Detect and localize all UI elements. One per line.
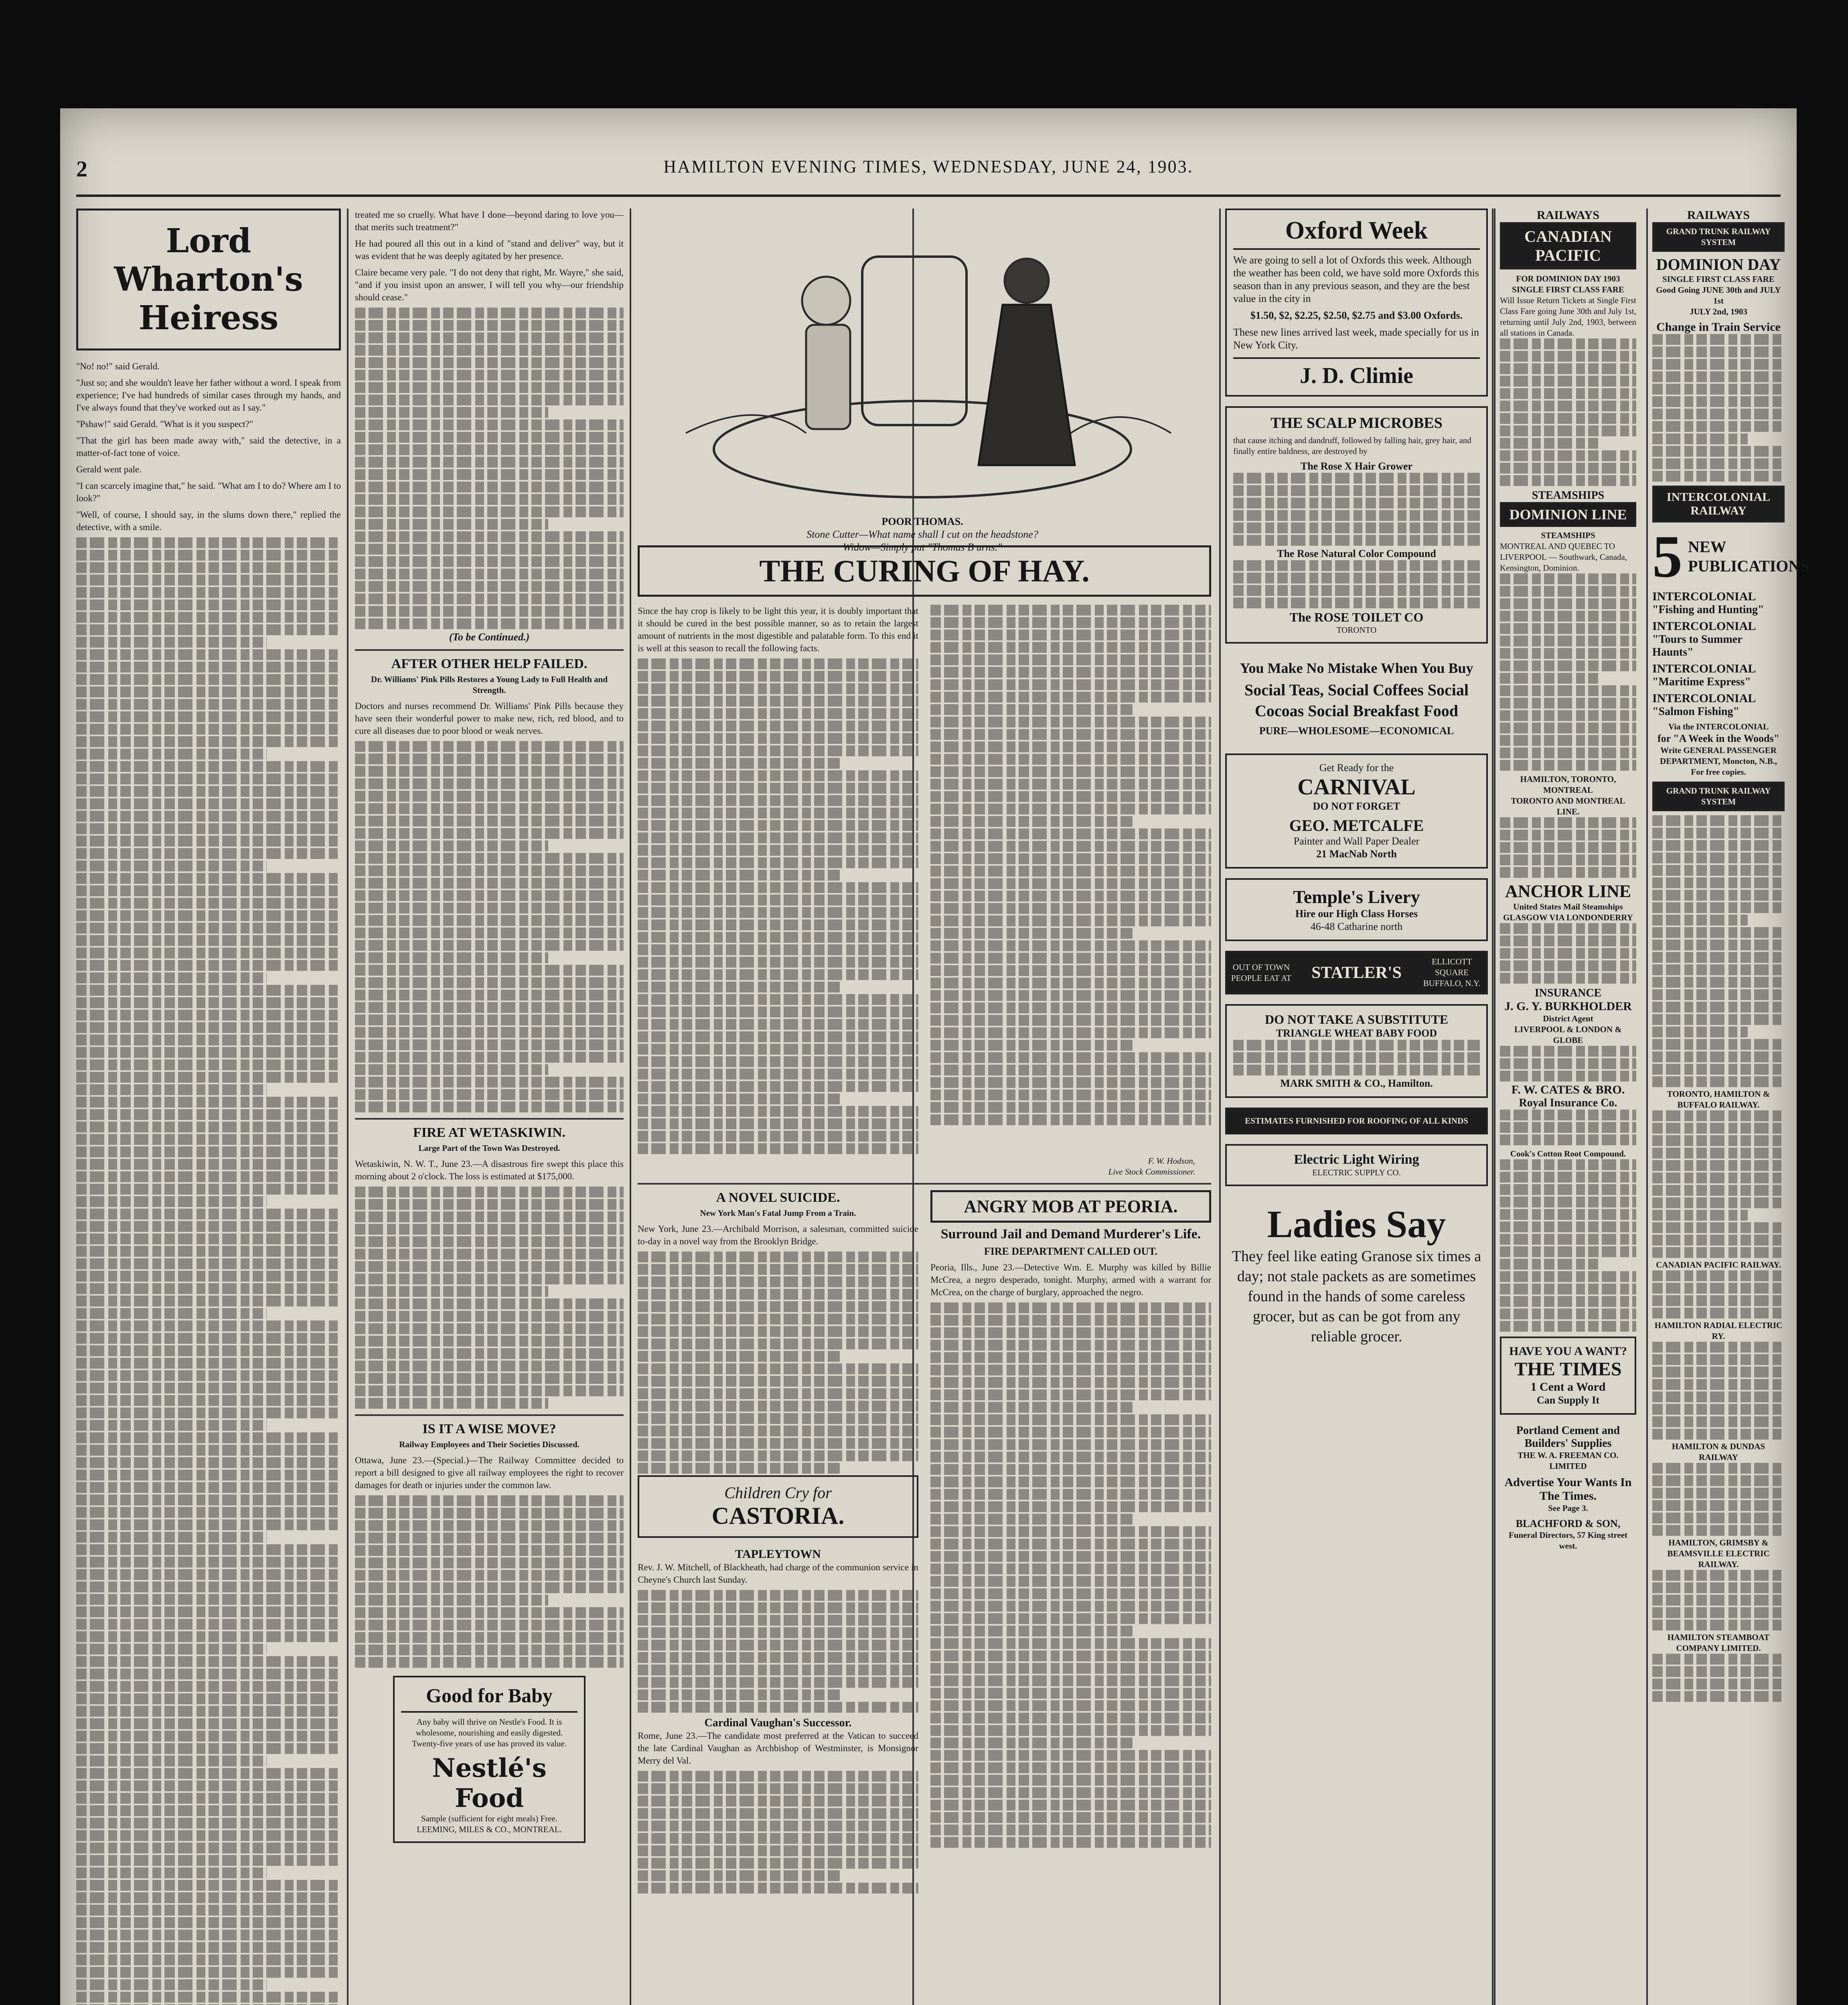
grand-trunk-name-2: GRAND TRUNK RAILWAY SYSTEM bbox=[1666, 786, 1771, 806]
text-line bbox=[1500, 1284, 1636, 1294]
cement-ad: Portland Cement and Builders' Supplies bbox=[1516, 1424, 1620, 1450]
text-line bbox=[1500, 623, 1636, 634]
triangle-company: MARK SMITH & CO., Hamilton. bbox=[1280, 1077, 1433, 1089]
thb-railway: TORONTO, HAMILTON & BUFFALO RAILWAY. bbox=[1667, 1089, 1770, 1110]
ic-item-title: "Maritime Express" bbox=[1652, 676, 1751, 688]
text-line bbox=[1652, 1173, 1785, 1183]
grand-trunk-logo bbox=[1652, 222, 1785, 252]
text-line bbox=[1652, 1416, 1785, 1427]
text-line bbox=[1500, 1234, 1636, 1245]
ic-item-head: INTERCOLONIAL bbox=[1652, 662, 1756, 675]
text-line bbox=[1652, 1463, 1785, 1474]
livery-title: Temple's Livery bbox=[1293, 887, 1420, 907]
text-line bbox=[1500, 1209, 1636, 1220]
text-line bbox=[1652, 1691, 1785, 1702]
tapleytown-text: Rev. J. W. Mitchell, of Blackheath, had charge of the communion service in Cheyne's Church last Sunday. bbox=[638, 1562, 918, 1585]
text-line bbox=[1652, 1654, 1785, 1665]
publications-heading bbox=[1652, 523, 1809, 590]
text-line bbox=[1652, 1513, 1785, 1523]
gt-fare: SINGLE FIRST CLASS FARE bbox=[1662, 274, 1775, 284]
text-line bbox=[1500, 1259, 1598, 1270]
scalp-company: The ROSE TOILET CO bbox=[1289, 610, 1424, 624]
text-filler bbox=[1652, 334, 1785, 482]
steamships-header: STEAMSHIPS bbox=[1532, 489, 1605, 502]
vaughan-head: Cardinal Vaughan's Successor. bbox=[704, 1717, 852, 1729]
column-6 bbox=[1652, 209, 1809, 2005]
text-line bbox=[1500, 1221, 1636, 1232]
oxford-text: We are going to sell a lot of Oxfords this week. Although the weather has been cold, we have sold more Oxfords this season than in any previous season, and they are the best value in the city in bbox=[1233, 254, 1479, 304]
fire-subhead: Large Part of the Town Was Destroyed. bbox=[418, 1143, 560, 1153]
cartoon-caption-line2: Widow—Simply put "Thomas B urns." bbox=[843, 541, 1002, 553]
text-line bbox=[1652, 890, 1785, 901]
text-line bbox=[1652, 1039, 1785, 1050]
ic-item-title: "Salmon Fishing" bbox=[1652, 705, 1740, 718]
text-line bbox=[1652, 1391, 1785, 1402]
wise-subhead: Railway Employees and Their Societies Discussed. bbox=[399, 1440, 580, 1449]
text-line bbox=[1652, 1283, 1785, 1294]
ic-item-title: "Fishing and Hunting" bbox=[1652, 604, 1764, 616]
text-line bbox=[1652, 840, 1785, 851]
text-line bbox=[1500, 351, 1636, 362]
ic-woods: for "A Week in the Woods" bbox=[1657, 733, 1780, 744]
metcalfe-address: 21 MacNab North bbox=[1316, 848, 1397, 860]
publications-label: NEW PUBLICATIONS bbox=[1688, 538, 1809, 575]
insurance-header: INSURANCE bbox=[1534, 987, 1602, 999]
text-line bbox=[1500, 936, 1636, 946]
text-line bbox=[1500, 855, 1636, 865]
text-filler bbox=[1652, 1463, 1785, 1536]
text-line bbox=[1652, 458, 1785, 469]
burkholder-sub: District Agent bbox=[1543, 1014, 1593, 1023]
cpr-text: Will Issue Return Tickets at Single First Class Fare going June 30th and July 1st, returning until July 2nd, 1903, between all stations in Canada. bbox=[1500, 296, 1636, 338]
nestle-company: LEEMING, MILES & CO., MONTREAL. bbox=[417, 1825, 562, 1834]
wise-text: Ottawa, June 23.—(Special.)—The Railway Committee decided to report a bill designed to give all railway employees the right to recover damages for death or injuries under the common law. bbox=[355, 1455, 624, 1490]
text-line bbox=[1500, 1184, 1636, 1195]
statler-title: STATLER'S bbox=[1311, 963, 1402, 982]
suicide-text: New York, June 23.—Archibald Morrison, a salesman, committed suicide to-day in a novel way from the Brooklyn Bridge. bbox=[638, 1224, 918, 1246]
text-line bbox=[1652, 815, 1785, 826]
grand-trunk-name: GRAND TRUNK RAILWAY SYSTEM bbox=[1666, 227, 1771, 247]
text-line bbox=[1652, 1342, 1785, 1353]
text-line bbox=[1500, 867, 1636, 878]
publications-count: 5 bbox=[1652, 523, 1682, 590]
dominion-sub: STEAMSHIPS bbox=[1541, 531, 1595, 540]
text-line bbox=[1652, 1666, 1785, 1677]
text-line bbox=[1652, 471, 1785, 482]
text-line bbox=[1652, 1014, 1785, 1025]
text-filler bbox=[1652, 1570, 1785, 1630]
story-paragraph: "Well, of course, I should say, in the slums down there," replied the detective, with a smile. bbox=[76, 510, 341, 532]
story-paragraph: Gerald went pale. bbox=[76, 464, 142, 474]
text-line bbox=[1500, 338, 1636, 349]
text-line bbox=[1500, 376, 1636, 387]
ro-line: TORONTO AND MONTREAL LINE. bbox=[1511, 796, 1625, 816]
text-line bbox=[1500, 817, 1636, 828]
text-line bbox=[1652, 989, 1785, 1000]
text-line bbox=[1500, 450, 1636, 461]
text-line bbox=[1500, 363, 1636, 374]
angry-subhead: Surround Jail and Demand Murderer's Life. bbox=[940, 1227, 1201, 1241]
pills-headline: AFTER OTHER HELP FAILED. bbox=[391, 656, 588, 671]
metcalfe-name: GEO. METCALFE bbox=[1289, 816, 1424, 834]
ladies-title: Ladies Say bbox=[1267, 1203, 1446, 1246]
text-line bbox=[1652, 396, 1785, 407]
cartoon-caption-name: POOR THOMAS. bbox=[881, 516, 963, 527]
statler-left: OUT OF TOWN PEOPLE EAT AT bbox=[1231, 962, 1291, 983]
text-line bbox=[1652, 952, 1785, 963]
text-line bbox=[1500, 660, 1636, 671]
dundas-railway: HAMILTON & DUNDAS RAILWAY bbox=[1672, 1442, 1765, 1462]
text-line bbox=[1500, 413, 1636, 424]
text-line bbox=[1500, 923, 1636, 934]
suicide-headline: A NOVEL SUICIDE. bbox=[716, 1190, 840, 1205]
text-line bbox=[1652, 1123, 1785, 1134]
text-line bbox=[1500, 586, 1636, 597]
oxford-prices: $1.50, $2, $2.25, $2.50, $2.75 and $3.00 Oxfords. bbox=[1250, 310, 1463, 321]
text-line bbox=[1652, 853, 1785, 863]
ic-write: Write GENERAL PASSENGER DEPARTMENT, Moncton, N.B., bbox=[1660, 745, 1777, 766]
times-title: THE TIMES bbox=[1514, 1359, 1622, 1380]
angry-subhead-2: FIRE DEPARTMENT CALLED OUT. bbox=[984, 1246, 1158, 1257]
text-line bbox=[1652, 409, 1785, 419]
text-line bbox=[1500, 710, 1636, 721]
text-line bbox=[1652, 1160, 1785, 1171]
fire-headline: FIRE AT WETASKIWIN. bbox=[413, 1125, 566, 1140]
text-filler bbox=[1652, 1270, 1785, 1318]
text-line bbox=[1652, 1295, 1785, 1306]
statler-right: ELLICOTT SQUARE BUFFALO, N.Y. bbox=[1423, 957, 1481, 988]
times-question: HAVE YOU A WANT? bbox=[1509, 1345, 1627, 1358]
text-line bbox=[1652, 1595, 1785, 1606]
carnival-pre: Get Ready for the bbox=[1319, 762, 1394, 774]
text-line bbox=[1500, 1110, 1636, 1120]
tapleytown-head: TAPLEYTOWN bbox=[735, 1547, 821, 1561]
anchor-line: ANCHOR LINE bbox=[1505, 881, 1631, 901]
text-line bbox=[1500, 598, 1636, 609]
dominion-name: DOMINION LINE bbox=[1509, 506, 1627, 523]
radial-railway: HAMILTON RADIAL ELECTRIC RY. bbox=[1654, 1320, 1783, 1341]
text-line bbox=[1500, 973, 1636, 984]
text-line bbox=[1500, 735, 1636, 746]
teas-head: You Make No Mistake When You Buy bbox=[1240, 660, 1473, 676]
text-line bbox=[1500, 438, 1598, 449]
gt-dominion-day: DOMINION DAY bbox=[1656, 255, 1781, 273]
ic-free: For free copies. bbox=[1691, 767, 1746, 777]
story-paragraph: Claire became very pale. "I do not deny that right, Mr. Wayre," she said, "and if you insist upon an answer, I will tell you why—our friendship should cease." bbox=[355, 267, 624, 302]
text-filler bbox=[1652, 1110, 1785, 1258]
climie-name: J. D. Climie bbox=[1233, 357, 1480, 389]
hay-text: Since the hay crop is likely to be light this year, it is doubly important that it should be cured in the best possible manner, so as to retain the largest amount of nutrients in the most digestible and palatable form. To this end it is well at this season to recall the following facts. bbox=[638, 606, 918, 653]
livery-address: 46-48 Catharine north bbox=[1310, 921, 1403, 932]
text-line bbox=[1652, 1379, 1785, 1390]
text-line bbox=[1500, 960, 1636, 971]
nestle-brand: Nestlé's Food bbox=[432, 1753, 547, 1813]
metcalfe-sub: Painter and Wall Paper Dealer bbox=[1293, 835, 1420, 847]
text-filler bbox=[1652, 1342, 1785, 1440]
pills-text: Doctors and nurses recommend Dr. Williams' Pink Pills because they have seen their wonderful power to make new, rich, red blood, and to cure all diseases due to poor blood or weak nerves. bbox=[355, 701, 624, 736]
cpr-railway: CANADIAN PACIFIC RAILWAY. bbox=[1656, 1260, 1781, 1270]
wise-headline: IS IT A WISE MOVE? bbox=[422, 1422, 556, 1436]
text-line bbox=[1500, 1197, 1636, 1207]
text-line bbox=[1652, 977, 1785, 988]
text-line bbox=[1500, 648, 1636, 659]
cpr-dominion-day: FOR DOMINION DAY 1903 bbox=[1516, 274, 1620, 284]
text-line bbox=[1500, 1296, 1636, 1307]
carnival-title: CARNIVAL bbox=[1297, 775, 1416, 800]
text-line bbox=[1500, 1046, 1636, 1057]
text-line bbox=[1652, 1570, 1785, 1581]
text-line bbox=[1652, 446, 1785, 457]
angry-headline: ANGRY MOB AT PEORIA. bbox=[964, 1197, 1178, 1216]
text-line bbox=[1652, 865, 1785, 876]
text-filler bbox=[1500, 1046, 1636, 1081]
text-filler bbox=[1500, 1159, 1636, 1332]
grimsby-railway: HAMILTON, GRIMSBY & BEAMSVILLE ELECTRIC RAILWAY. bbox=[1667, 1538, 1770, 1569]
text-line bbox=[1500, 401, 1636, 411]
wiring-title: Electric Light Wiring bbox=[1294, 1152, 1419, 1167]
text-line bbox=[1652, 915, 1748, 926]
gt-going: Good Going JUNE 30th and JULY 1st bbox=[1656, 285, 1781, 306]
angry-text: Peoria, Ills., June 23.—Detective Wm. E. Murphy was killed by Billie McCrea, a negro desperado, tonight. Murphy, armed with a warrant for McCrea, on the charge of burglary, approached the negro. bbox=[930, 1262, 1211, 1297]
scalp-product: The Rose X Hair Grower bbox=[1300, 460, 1413, 472]
text-line bbox=[1652, 334, 1785, 345]
story-title: Lord Wharton's Heiress bbox=[114, 222, 303, 337]
gt-return: JULY 2nd, 1903 bbox=[1690, 307, 1747, 316]
oxford-title: Oxford Week bbox=[1233, 217, 1480, 250]
scalp-text: that cause itching and dandruff, followed by falling hair, grey hair, and finally entire baldness, are destroyed by bbox=[1233, 435, 1471, 456]
text-filler bbox=[1500, 1110, 1636, 1145]
nestle-offer: Sample (sufficient for eight meals) Free. bbox=[421, 1814, 558, 1823]
text-line bbox=[1652, 1404, 1785, 1415]
text-line bbox=[1500, 475, 1636, 486]
hay-signature-title: Live Stock Commissioner. bbox=[1108, 1167, 1195, 1177]
royal-insurance: Royal Insurance Co. bbox=[1519, 1097, 1617, 1109]
triangle-product: TRIANGLE WHEAT BABY FOOD bbox=[1276, 1027, 1437, 1039]
cpr-name: CANADIAN PACIFIC bbox=[1524, 227, 1612, 264]
pills-subhead: Dr. Williams' Pink Pills Restores a Young Lady to Full Health and Strength. bbox=[371, 674, 608, 695]
castoria-pre: Children Cry for bbox=[724, 1484, 832, 1502]
advertise-sub: See Page 3. bbox=[1548, 1503, 1588, 1513]
text-line bbox=[1500, 830, 1636, 840]
triangle-head: DO NOT TAKE A SUBSTITUTE bbox=[1264, 1012, 1449, 1027]
text-line bbox=[1652, 902, 1785, 913]
ro-route: HAMILTON, TORONTO, MONTREAL bbox=[1520, 774, 1616, 795]
anchor-sub: United States Mail Steamships bbox=[1513, 902, 1623, 911]
text-line bbox=[1652, 1185, 1785, 1196]
dominion-text: MONTREAL AND QUEBEC TO LIVERPOOL — Southwark, Canada, Kensington, Dominion. bbox=[1500, 541, 1627, 573]
story-paragraph: He had poured all this out in a kind of "stand and deliver" way, but it was evident that he was deeply agitated by her presence. bbox=[355, 239, 624, 261]
ladies-text: They feel like eating Granose six times a day; not stale packets as are sometimes found in the hands of some careless grocer, but as can be got from any reliable grocer. bbox=[1232, 1248, 1481, 1345]
cotton-root: Cook's Cotton Root Compound. bbox=[1510, 1149, 1626, 1158]
text-filler bbox=[1500, 573, 1636, 771]
text-line bbox=[1652, 1582, 1785, 1593]
text-line bbox=[1652, 1500, 1785, 1511]
text-line bbox=[1500, 1308, 1636, 1319]
text-line bbox=[1500, 1071, 1636, 1081]
text-line bbox=[1652, 1148, 1785, 1158]
cpr-fare: SINGLE FIRST CLASS FARE bbox=[1512, 285, 1624, 294]
text-line bbox=[1652, 1222, 1785, 1233]
teas-tagline: PURE—WHOLESOME—ECONOMICAL bbox=[1259, 725, 1454, 737]
cpr-logo bbox=[1500, 222, 1636, 269]
text-line bbox=[1500, 388, 1636, 399]
livery-sub: Hire our High Class Horses bbox=[1295, 908, 1418, 919]
ic-item-head: INTERCOLONIAL bbox=[1652, 620, 1756, 633]
text-line bbox=[1500, 1246, 1636, 1257]
freeman-company: THE W. A. FREEMAN CO. LIMITED bbox=[1518, 1450, 1619, 1471]
text-line bbox=[1652, 940, 1785, 950]
roofing-text: ESTIMATES FURNISHED FOR ROOFING OF ALL KINDS bbox=[1245, 1116, 1468, 1126]
text-line bbox=[1500, 611, 1636, 622]
liverpool-london-globe: LIVERPOOL & LONDON & GLOBE bbox=[1514, 1025, 1622, 1045]
text-line bbox=[1652, 1475, 1785, 1486]
dominion-line-logo bbox=[1500, 502, 1636, 527]
blachford-sub: Funeral Directors, 57 King street west. bbox=[1508, 1530, 1628, 1551]
text-line bbox=[1652, 1429, 1785, 1440]
text-line bbox=[1500, 673, 1598, 684]
text-line bbox=[1652, 1270, 1785, 1281]
cates-name: F. W. CATES & BRO. bbox=[1511, 1083, 1625, 1096]
continued-note: (To be Continued.) bbox=[449, 631, 530, 643]
advertise-ad: Advertise Your Wants In The Times. bbox=[1504, 1476, 1632, 1503]
text-line bbox=[1500, 948, 1636, 959]
cartoon-caption-line1: Stone Cutter—What name shall I cut on the headstone? bbox=[806, 529, 1038, 540]
text-line bbox=[1500, 463, 1636, 474]
text-line bbox=[1500, 842, 1636, 853]
teas-products: Social Teas, Social Coffees Social Cocoas Social Breakfast Food bbox=[1244, 681, 1469, 720]
text-line bbox=[1500, 698, 1636, 709]
text-line bbox=[1652, 964, 1785, 975]
text-line bbox=[1500, 1122, 1636, 1133]
text-line bbox=[1652, 1488, 1785, 1499]
text-line bbox=[1652, 371, 1785, 382]
story-paragraph: "Just so; and she wouldn't leave her father without a word. I speak from experience; I've had hundreds of similar cases through my hands, and I've always found that they've worked out as I say." bbox=[76, 378, 341, 413]
times-supply: Can Supply It bbox=[1536, 1394, 1600, 1406]
text-line bbox=[1652, 1197, 1785, 1208]
hay-signature-name: F. W. Hodson, bbox=[1148, 1156, 1195, 1166]
intercolonial-name: INTERCOLONIAL RAILWAY bbox=[1666, 490, 1771, 517]
text-line bbox=[1652, 1607, 1785, 1618]
text-line bbox=[1652, 1367, 1785, 1377]
anchor-glasgow: GLASGOW VIA LONDONDERRY bbox=[1503, 913, 1633, 922]
blachford-name: BLACHFORD & SON, bbox=[1516, 1518, 1621, 1529]
text-line bbox=[1652, 433, 1748, 444]
text-line bbox=[1500, 685, 1636, 696]
text-line bbox=[1652, 384, 1785, 395]
text-line bbox=[1652, 1064, 1785, 1075]
story-paragraph: "That the girl has been made away with," said the detective, in a matter-of-fact tone of voice. bbox=[76, 435, 341, 458]
text-line bbox=[1652, 1210, 1748, 1221]
text-line bbox=[1652, 828, 1785, 838]
text-line bbox=[1652, 1002, 1785, 1013]
times-rate: 1 Cent a Word bbox=[1530, 1380, 1606, 1393]
text-line bbox=[1652, 1620, 1785, 1630]
text-line bbox=[1500, 723, 1636, 733]
steamboat-company: HAMILTON STEAMBOAT COMPANY LIMITED. bbox=[1667, 1632, 1770, 1653]
text-line bbox=[1500, 573, 1636, 584]
text-line bbox=[1652, 1051, 1785, 1062]
text-line bbox=[1652, 359, 1785, 370]
ic-via: Via the INTERCOLONIAL bbox=[1668, 722, 1769, 731]
column-5 bbox=[1500, 209, 1636, 2005]
text-line bbox=[1652, 1308, 1785, 1318]
nestle-title: Good for Baby bbox=[401, 1684, 578, 1713]
vaughan-text: Rome, June 23.—The candidate most preferred at the Vatican to succeed the late Cardinal Vaughan as Archbishop of Westminster, is Monsignor Merry del Val. bbox=[638, 1731, 918, 1766]
burkholder-name: J. G. Y. BURKHOLDER bbox=[1504, 1000, 1632, 1013]
scalp-title: THE SCALP MICROBES bbox=[1270, 415, 1443, 431]
text-filler bbox=[1500, 817, 1636, 878]
scalp-city: TORONTO bbox=[1336, 625, 1377, 635]
text-line bbox=[1652, 1110, 1785, 1121]
text-filler bbox=[1652, 1654, 1785, 1702]
carnival-dont: DO NOT FORGET bbox=[1313, 800, 1400, 812]
text-line bbox=[1500, 1058, 1636, 1069]
grand-trunk-logo-2 bbox=[1652, 782, 1785, 811]
text-filler bbox=[1500, 923, 1636, 984]
text-filler bbox=[1652, 815, 1785, 1087]
text-line bbox=[1652, 1247, 1785, 1258]
text-line bbox=[1652, 1525, 1785, 1536]
text-line bbox=[1500, 1159, 1636, 1170]
castoria-title: CASTORIA. bbox=[711, 1503, 845, 1529]
text-line bbox=[1652, 927, 1785, 938]
story-paragraph: "Pshaw!" said Gerald. "What is it you suspect?" bbox=[76, 419, 253, 429]
text-line bbox=[1500, 1271, 1636, 1282]
text-line bbox=[1652, 1027, 1748, 1037]
text-line bbox=[1652, 1076, 1785, 1087]
text-line bbox=[1652, 1679, 1785, 1689]
text-line bbox=[1500, 1172, 1636, 1183]
suicide-subhead: New York Man's Fatal Jump From a Train. bbox=[700, 1208, 856, 1218]
times-want-ad bbox=[1500, 1337, 1636, 1415]
story-paragraph: "No! no!" said Gerald. bbox=[76, 361, 160, 371]
text-line bbox=[1652, 1135, 1785, 1146]
text-line bbox=[1652, 421, 1785, 432]
wiring-company: ELECTRIC SUPPLY CO. bbox=[1312, 1168, 1401, 1177]
page-number: 2 bbox=[76, 157, 87, 182]
gt-change: Change in Train Service bbox=[1656, 320, 1781, 334]
ic-item-head: INTERCOLONIAL bbox=[1652, 590, 1756, 603]
railways-header-2: RAILWAYS bbox=[1687, 209, 1750, 222]
text-line bbox=[1500, 747, 1636, 758]
ic-item-title: "Tours to Summer Haunts" bbox=[1652, 633, 1743, 658]
oxford-text-2: These new lines arrived last week, made specially for us in New York City. bbox=[1233, 326, 1479, 351]
hay-headline: THE CURING OF HAY. bbox=[759, 553, 1090, 588]
text-line bbox=[1500, 636, 1636, 646]
text-line bbox=[1500, 425, 1636, 436]
text-line bbox=[1500, 1321, 1636, 1332]
text-line bbox=[1652, 1235, 1785, 1246]
scalp-compound: The Rose Natural Color Compound bbox=[1277, 548, 1436, 559]
text-filler bbox=[1500, 338, 1636, 486]
railways-header: RAILWAYS bbox=[1536, 209, 1600, 222]
text-line bbox=[1652, 1354, 1785, 1365]
masthead-title: HAMILTON EVENING TIMES, WEDNESDAY, JUNE 24, 1903. bbox=[663, 157, 1194, 176]
text-line bbox=[1500, 1134, 1636, 1145]
nestle-text: Any baby will thrive on Nestle's Food. It is wholesome, nourishing and easily digested. Twenty-five years of use has proved its value. bbox=[412, 1717, 567, 1748]
story-paragraph: "I can scarcely imagine that," he said. "What am I to do? Where am I to look?" bbox=[76, 481, 341, 503]
text-line bbox=[1652, 346, 1785, 357]
text-line bbox=[1652, 877, 1785, 888]
fire-text: Wetaskiwin, N. W. T., June 23.—A disastrous fire swept this place this morning about 2 o'clock. The loss is estimated at $175,000. bbox=[355, 1159, 624, 1181]
intercolonial-logo bbox=[1652, 486, 1785, 523]
text-line bbox=[1500, 760, 1636, 771]
ic-item-head: INTERCOLONIAL bbox=[1652, 692, 1756, 705]
story-paragraph: treated me so cruelly. What have I done—beyond daring to love you—that merits such treatment?" bbox=[355, 210, 624, 232]
